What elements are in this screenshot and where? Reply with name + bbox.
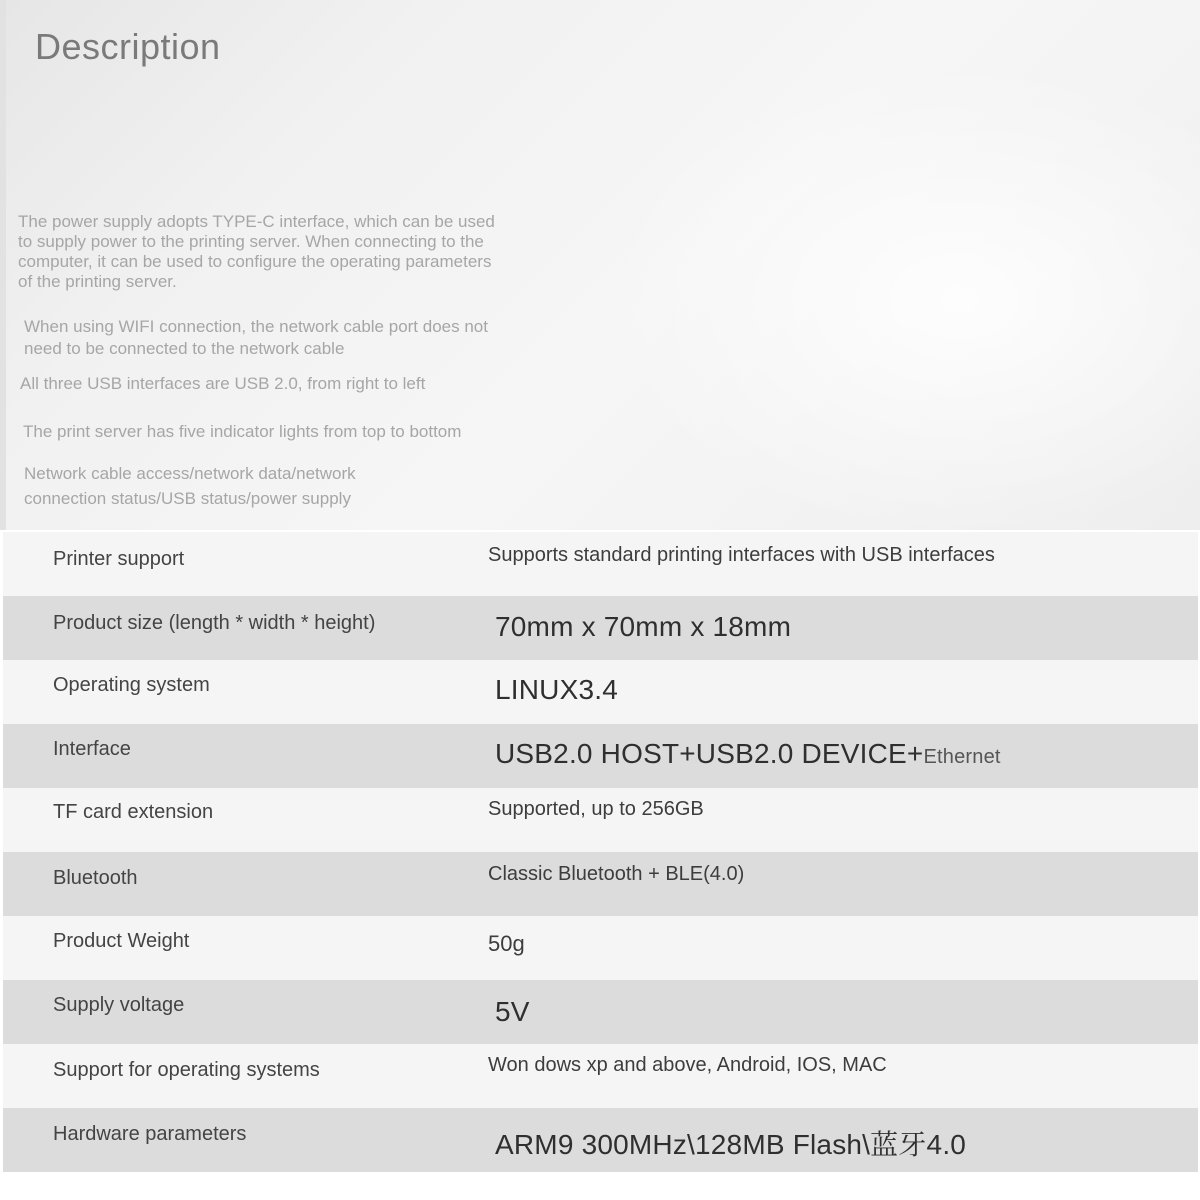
spec-value: Supported, up to 256GB [488,798,704,820]
spec-row-operating-system [3,660,1198,724]
spec-value: 5V [495,996,530,1027]
spec-row-product-weight [3,916,1198,980]
spec-label: TF card extension [53,801,214,823]
spec-value: 50g [488,931,525,956]
spec-label: Interface [53,738,131,760]
spec-row-interface [3,724,1198,788]
spec-value: ARM9 300MHz\128MB Flash\蓝牙4.0 [495,1129,967,1160]
description-banner [0,0,1200,530]
note-indicator-list: Network cable access/network data/network connection status/USB status/power supply [24,464,356,508]
spec-value: Supports standard printing interfaces with USB interfaces [488,544,995,566]
spec-label: Hardware parameters [53,1123,247,1145]
spec-label: Product Weight [53,930,190,952]
spec-value-ethernet: Ethernet [923,746,1001,768]
spec-label: Supply voltage [53,994,185,1016]
spec-value-interface [495,738,1001,770]
spec-value: Won dows xp and above, Android, IOS, MAC [488,1054,887,1076]
spec-row-product-size [3,596,1198,660]
specifications-table [3,532,1198,1172]
spec-row-printer-support [3,532,1198,596]
spec-label: Bluetooth [53,867,138,889]
spec-value: Classic Bluetooth + BLE(4.0) [488,863,745,885]
spec-value: LINUX3.4 [495,674,618,705]
spec-row-supply-voltage [3,980,1198,1044]
spec-row-hardware-parameters [3,1108,1198,1172]
note-wifi-connection: When using WIFI connection, the network cable port does not need to be connected to the network cable [24,317,488,358]
page-title: Description [35,26,221,67]
spec-label: Printer support [53,548,185,570]
note-indicator-lights: The print server has five indicator lights from top to bottom [23,422,462,441]
spec-label: Support for operating systems [53,1059,320,1081]
spec-label: Operating system [53,674,210,696]
spec-row-tf-card [3,788,1198,852]
spec-value: 70mm x 70mm x 18mm [495,611,792,642]
banner-background-glow [600,60,1200,530]
spec-row-bluetooth [3,852,1198,916]
spec-value: USB2.0 HOST+USB2.0 DEVICE+ [495,738,924,769]
note-power-supply: The power supply adopts TYPE-C interface, which can be used to supply power to the printing server. When connecting to the computer, it can be used to configure the operating parameters of the printing server. [18,212,495,291]
note-usb-interfaces: All three USB interfaces are USB 2.0, from right to left [20,374,426,393]
spec-label: Product size (length * width * height) [53,612,376,634]
spec-row-supported-os [3,1044,1198,1108]
